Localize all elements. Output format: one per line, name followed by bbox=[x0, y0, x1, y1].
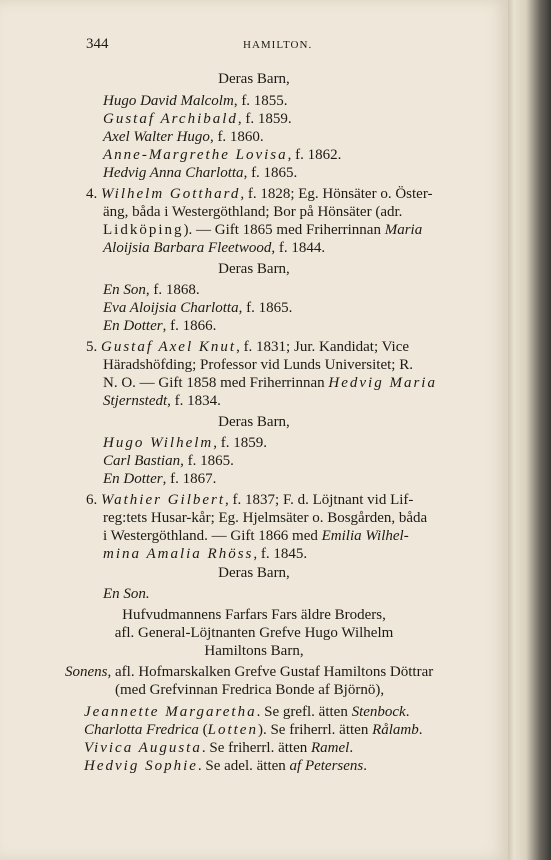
text-line bbox=[103, 221, 422, 239]
text-segment: , f. 1828; Eg. Hönsäter o. Öster- bbox=[240, 186, 433, 202]
text-line bbox=[103, 452, 234, 470]
text-segment: 6. bbox=[86, 492, 101, 508]
italic-name: Maria bbox=[384, 222, 423, 238]
text-segment: 4. bbox=[86, 186, 101, 202]
italic-name: Jeannette Margaretha bbox=[84, 704, 257, 720]
text-segment: . Se grefl. ätten bbox=[256, 704, 352, 720]
text-segment: , f. 1855. bbox=[233, 93, 288, 109]
text-line bbox=[103, 299, 292, 317]
text-line bbox=[84, 757, 367, 775]
text-segment: ). Se friherrl. ätten bbox=[257, 722, 373, 738]
italic-name: Lotten bbox=[207, 722, 258, 738]
italic-name: En Son. bbox=[103, 586, 150, 602]
text-segment: afl. General-Löjtnanten Grefve Hugo Wilhelm bbox=[114, 625, 394, 641]
text-line bbox=[103, 434, 267, 452]
text-line bbox=[86, 338, 409, 356]
text-segment: . bbox=[405, 704, 410, 720]
text-line bbox=[103, 470, 216, 488]
italic-name: Rålamb bbox=[372, 722, 419, 738]
text-line bbox=[103, 356, 413, 374]
text-segment: , f. 1865. bbox=[180, 453, 234, 469]
italic-name: En Dotter bbox=[103, 318, 163, 334]
italic-name: En Dotter bbox=[103, 471, 163, 487]
text-line bbox=[103, 146, 341, 164]
text-segment: , f. 1834. bbox=[167, 393, 221, 409]
text-segment: Deras Barn, bbox=[218, 261, 290, 277]
italic-name: Wathier Gilbert bbox=[101, 492, 226, 508]
text-line bbox=[103, 374, 437, 392]
italic-name: Vivica Augusta bbox=[84, 740, 202, 756]
italic-name: mina Amalia Rhöss bbox=[103, 546, 254, 562]
text-line bbox=[103, 92, 288, 110]
text-segment: . bbox=[418, 722, 423, 738]
page-number: 344 bbox=[86, 36, 109, 52]
text-segment: , f. 1844. bbox=[271, 240, 326, 256]
italic-name: Wilhelm Gotthard bbox=[101, 186, 241, 202]
running-header: HAMILTON. bbox=[243, 39, 313, 51]
italic-name: Hedvig Sophie bbox=[84, 758, 198, 774]
text-segment: Deras Barn, bbox=[218, 565, 290, 581]
italic-name: Eva Aloijsia Charlotta bbox=[103, 300, 239, 316]
text-segment: , f. 1859. bbox=[213, 435, 267, 451]
text-line bbox=[103, 392, 221, 410]
text-line bbox=[65, 663, 433, 681]
text-line bbox=[84, 703, 409, 721]
text-segment: , f. 1831; Jur. Kandidat; Vice bbox=[236, 339, 410, 355]
text-segment: , f. 1862. bbox=[287, 147, 342, 163]
italic-name: Emilia Wilhel- bbox=[321, 528, 409, 544]
text-segment: , f. 1865. bbox=[238, 300, 293, 316]
page-edge bbox=[508, 0, 551, 860]
text-line bbox=[103, 317, 216, 335]
text-segment: , f. 1837; F. d. Löjtnant vid Lif- bbox=[225, 492, 414, 508]
italic-name: Hugo David Malcolm bbox=[103, 93, 234, 109]
italic-name: Gustaf Archibald bbox=[103, 111, 238, 127]
text-line bbox=[0, 413, 508, 431]
italic-name: Hugo Wilhelm bbox=[103, 435, 214, 451]
italic-name: Axel Walter Hugo bbox=[103, 129, 210, 145]
text-line bbox=[103, 239, 325, 257]
text-line bbox=[0, 606, 508, 624]
italic-name: Hedvig Anna Charlotta bbox=[103, 165, 244, 181]
text-line bbox=[0, 260, 508, 278]
italic-name: Anne-Margrethe Lovisa bbox=[103, 147, 288, 163]
text-line bbox=[84, 739, 353, 757]
text-segment: Lidköping bbox=[103, 222, 184, 238]
text-segment: i Westergöthland. — Gift 1866 med bbox=[103, 528, 322, 544]
text-line bbox=[103, 110, 292, 128]
text-segment: Deras Barn, bbox=[218, 414, 290, 430]
text-line bbox=[103, 164, 297, 182]
text-line bbox=[0, 70, 508, 88]
text-segment: äng, båda i Westergöthland; Bor på Hönsäter (adr. bbox=[103, 204, 403, 220]
text-segment: , afl. Hofmarskalken Grefve Gustaf Hamiltons Döttrar bbox=[107, 664, 434, 680]
text-segment: Hufvudmannens Farfars Fars äldre Broders, bbox=[122, 607, 386, 623]
text-segment: . Se adel. ätten bbox=[197, 758, 290, 774]
italic-name: Gustaf Axel Knut bbox=[101, 339, 237, 355]
text-segment: 5. bbox=[86, 339, 101, 355]
text-segment: Deras Barn, bbox=[218, 71, 290, 87]
text-segment: , f. 1868. bbox=[145, 282, 200, 298]
text-segment: N. O. — Gift 1858 med Friherrinnan bbox=[103, 375, 329, 391]
text-line bbox=[103, 281, 200, 299]
text-segment: Hamiltons Barn, bbox=[204, 643, 304, 659]
italic-name: Charlotta Fredrica bbox=[84, 722, 199, 738]
italic-name: af Petersens bbox=[289, 758, 364, 774]
text-segment: ). — Gift 1865 med Friherrinnan bbox=[183, 222, 385, 238]
text-line bbox=[86, 185, 433, 203]
text-segment: . bbox=[349, 740, 354, 756]
text-line bbox=[103, 545, 307, 563]
text-segment: reg:tets Husar-kår; Eg. Hjelmsäter o. Bosgården, båda bbox=[103, 510, 428, 526]
text-segment: ( bbox=[198, 722, 208, 738]
italic-name: Stjernstedt bbox=[103, 393, 168, 409]
text-segment: Häradshöfding; Professor vid Lunds Universitet; R. bbox=[103, 357, 413, 373]
text-segment: , f. 1860. bbox=[209, 129, 264, 145]
text-line bbox=[103, 585, 150, 603]
italic-name: En Son bbox=[103, 282, 146, 298]
text-line bbox=[103, 203, 402, 221]
text-line bbox=[84, 721, 423, 739]
italic-name: Stenbock bbox=[351, 704, 406, 720]
text-line bbox=[86, 491, 413, 509]
italic-name: Sonens bbox=[65, 664, 108, 680]
text-line bbox=[0, 564, 508, 582]
italic-name: Ramel bbox=[310, 740, 350, 756]
text-line bbox=[103, 509, 427, 527]
text-segment: . bbox=[363, 758, 368, 774]
text-segment: , f. 1867. bbox=[162, 471, 217, 487]
text-line bbox=[0, 642, 508, 660]
text-segment: (med Grefvinnan Fredrica Bonde af Björnö), bbox=[115, 682, 385, 698]
italic-name: Aloijsia Barbara Fleetwood bbox=[103, 240, 272, 256]
text-segment: . Se friherrl. ätten bbox=[201, 740, 311, 756]
text-line bbox=[103, 527, 409, 545]
italic-name: Hedvig Maria bbox=[328, 375, 437, 391]
text-line bbox=[115, 681, 384, 699]
text-line bbox=[0, 624, 508, 642]
italic-name: Carl Bastian bbox=[103, 453, 181, 469]
text-segment: , f. 1859. bbox=[237, 111, 292, 127]
text-line bbox=[103, 128, 264, 146]
text-segment: , f. 1865. bbox=[243, 165, 298, 181]
text-segment: , f. 1866. bbox=[162, 318, 217, 334]
text-segment: , f. 1845. bbox=[253, 546, 308, 562]
